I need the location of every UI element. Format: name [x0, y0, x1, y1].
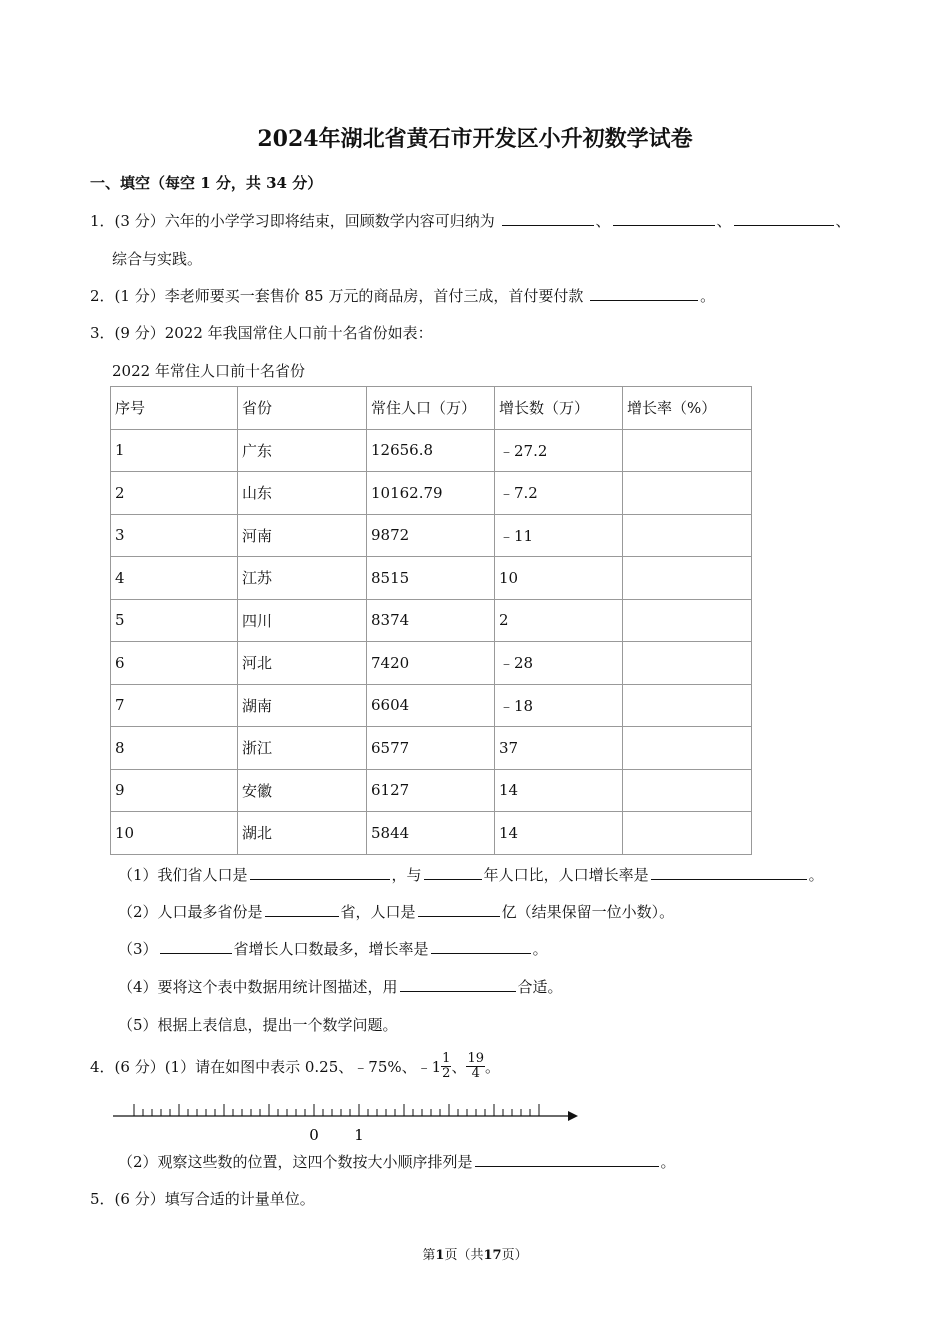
table-row [111, 684, 752, 727]
table-cell: ﹣11 [495, 514, 623, 557]
question-2 [90, 285, 715, 306]
sub-text: 年人口比，人口增长率是 [483, 866, 649, 884]
table-cell: 14 [495, 769, 623, 812]
sub-text: 合适。 [517, 978, 563, 996]
table-cell: 8515 [367, 557, 495, 600]
answer-blank[interactable] [418, 902, 500, 917]
table-header-row [111, 387, 752, 430]
q4-sep: 、 [451, 1057, 467, 1076]
table-row [111, 429, 752, 472]
q3-sub3 [118, 938, 548, 959]
sub-text: 。 [660, 1153, 676, 1171]
sub-text: （3） [118, 940, 158, 958]
page-title: 2024年湖北省黄石市开发区小升初数学试卷 [257, 126, 693, 152]
question-3: 3．(9 分）2022 年我国常住人口前十名省份如表： [90, 324, 433, 342]
number-line-ticks [134, 1104, 539, 1116]
table-cell: 6 [111, 642, 238, 685]
sub-text: 亿（结果保留一位小数）。 [501, 903, 675, 921]
table-row [111, 727, 752, 770]
q1-text: 1．(3 分）六年的小学学习即将结束，回顾数学内容可归纳为 [90, 212, 495, 230]
header-cell: 增长数（万） [495, 387, 623, 430]
question-1 [90, 210, 851, 231]
footer-text: 页） [501, 1248, 528, 1263]
table-cell: 河南 [238, 514, 367, 557]
table-cell: 7420 [367, 642, 495, 685]
table-cell: 2 [111, 472, 238, 515]
table-cell: 8 [111, 727, 238, 770]
sub-text: 省增长人口数最多，增长率是 [233, 940, 429, 958]
table-cell: 14 [495, 812, 623, 855]
arrow-head-icon [568, 1111, 578, 1121]
footer-text: 页（共 [444, 1248, 484, 1263]
table-cell: 安徽 [238, 769, 367, 812]
table-cell-blank[interactable] [623, 684, 752, 727]
q1-continuation: 综合与实践。 [112, 250, 203, 268]
table-cell: 河北 [238, 642, 367, 685]
sub-text: 省，人口是 [340, 903, 416, 921]
table-cell-blank[interactable] [623, 727, 752, 770]
frac-num: 1 [442, 1050, 451, 1066]
table-cell: 6577 [367, 727, 495, 770]
q1-sep: 、 [716, 212, 732, 230]
answer-blank[interactable] [475, 1152, 659, 1167]
table-cell: ﹣18 [495, 684, 623, 727]
label-zero: 0 [309, 1126, 319, 1144]
table-cell: 9 [111, 769, 238, 812]
q4-sub2 [118, 1151, 676, 1172]
frac-den: 2 [442, 1065, 451, 1081]
sub-text: （2）人口最多省份是 [118, 903, 263, 921]
number-line [108, 1094, 583, 1144]
answer-blank[interactable] [424, 865, 482, 880]
table-cell: 2 [495, 599, 623, 642]
table-row [111, 769, 752, 812]
header-cell: 常住人口（万） [367, 387, 495, 430]
answer-blank[interactable] [590, 286, 698, 301]
table-row [111, 642, 752, 685]
table-cell: 6127 [367, 769, 495, 812]
table-cell: ﹣28 [495, 642, 623, 685]
table-row [111, 472, 752, 515]
q2-end: 。 [700, 287, 716, 305]
table-row [111, 514, 752, 557]
table-cell-blank[interactable] [623, 472, 752, 515]
table-caption: 2022 年常住人口前十名省份 [112, 362, 305, 380]
question-4 [90, 1046, 500, 1086]
page-number: 1 [435, 1248, 445, 1263]
table-cell: ﹣7.2 [495, 472, 623, 515]
table-cell: 湖南 [238, 684, 367, 727]
answer-blank[interactable] [431, 939, 531, 954]
q1-sep: 、 [595, 212, 611, 230]
table-cell: 4 [111, 557, 238, 600]
table-cell: 10 [495, 557, 623, 600]
page-footer [0, 1244, 950, 1263]
sub-text: （4）要将这个表中数据用统计图描述，用 [118, 978, 398, 996]
table-cell-blank[interactable] [623, 642, 752, 685]
table-cell: 广东 [238, 429, 367, 472]
q3-sub2 [118, 901, 674, 922]
table-row [111, 599, 752, 642]
table-cell: 江苏 [238, 557, 367, 600]
table-cell-blank[interactable] [623, 599, 752, 642]
answer-blank[interactable] [160, 939, 232, 954]
q3-sub4 [118, 976, 563, 997]
table-cell: 8374 [367, 599, 495, 642]
population-table [110, 386, 752, 855]
answer-blank[interactable] [734, 211, 834, 226]
sub-text: ，与 [391, 866, 422, 884]
table-cell: 山东 [238, 472, 367, 515]
sub-text: （1）我们省人口是 [118, 866, 248, 884]
q4-text: 4．(6 分）(1）请在如图中表示 0.25、﹣75%、﹣1 [90, 1057, 442, 1076]
section-heading: 一、填空（每空 1 分，共 34 分） [90, 174, 323, 192]
table-cell: 5844 [367, 812, 495, 855]
total-pages: 17 [483, 1248, 502, 1263]
q1-sep: 、 [835, 212, 851, 230]
table-cell: 3 [111, 514, 238, 557]
table-row [111, 557, 752, 600]
q3-sub1 [118, 864, 824, 885]
table-cell: 6604 [367, 684, 495, 727]
table-cell: 10 [111, 812, 238, 855]
table-cell: 12656.8 [367, 429, 495, 472]
table-cell-blank[interactable] [623, 429, 752, 472]
table-cell-blank[interactable] [623, 812, 752, 855]
header-cell: 省份 [238, 387, 367, 430]
table-row [111, 812, 752, 855]
table-cell: 浙江 [238, 727, 367, 770]
table-cell: ﹣27.2 [495, 429, 623, 472]
table-cell: 37 [495, 727, 623, 770]
table-cell: 10162.79 [367, 472, 495, 515]
sub-text: 。 [808, 866, 824, 884]
answer-blank[interactable] [400, 977, 516, 992]
question-5: 5．(6 分）填写合适的计量单位。 [90, 1190, 315, 1208]
answer-blank[interactable] [651, 865, 807, 880]
table-cell-blank[interactable] [623, 769, 752, 812]
label-one: 1 [354, 1126, 364, 1144]
fraction-one-half [441, 1052, 451, 1081]
answer-blank[interactable] [613, 211, 715, 226]
q4-end: 。 [485, 1057, 501, 1076]
table-cell: 四川 [238, 599, 367, 642]
frac-num: 19 [467, 1050, 484, 1066]
table-cell: 1 [111, 429, 238, 472]
sub-text: 。 [532, 940, 548, 958]
header-cell: 增长率（%） [623, 387, 752, 430]
table-cell-blank[interactable] [623, 514, 752, 557]
footer-text: 第 [422, 1248, 436, 1263]
table-cell: 5 [111, 599, 238, 642]
table-cell: 湖北 [238, 812, 367, 855]
answer-blank[interactable] [502, 211, 594, 226]
q2-text: 2．(1 分）李老师要买一套售价 85 万元的商品房，首付三成，首付要付款 [90, 287, 584, 305]
table-cell: 9872 [367, 514, 495, 557]
q3-sub5: （5）根据上表信息，提出一个数学问题。 [118, 1016, 398, 1034]
answer-blank[interactable] [250, 865, 390, 880]
header-cell: 序号 [111, 387, 238, 430]
sub-text: （2）观察这些数的位置，这四个数按大小顺序排列是 [118, 1153, 473, 1171]
frac-den: 4 [471, 1065, 480, 1081]
fraction-19-4 [466, 1052, 485, 1081]
table-cell-blank[interactable] [623, 557, 752, 600]
table-cell: 7 [111, 684, 238, 727]
answer-blank[interactable] [265, 902, 339, 917]
